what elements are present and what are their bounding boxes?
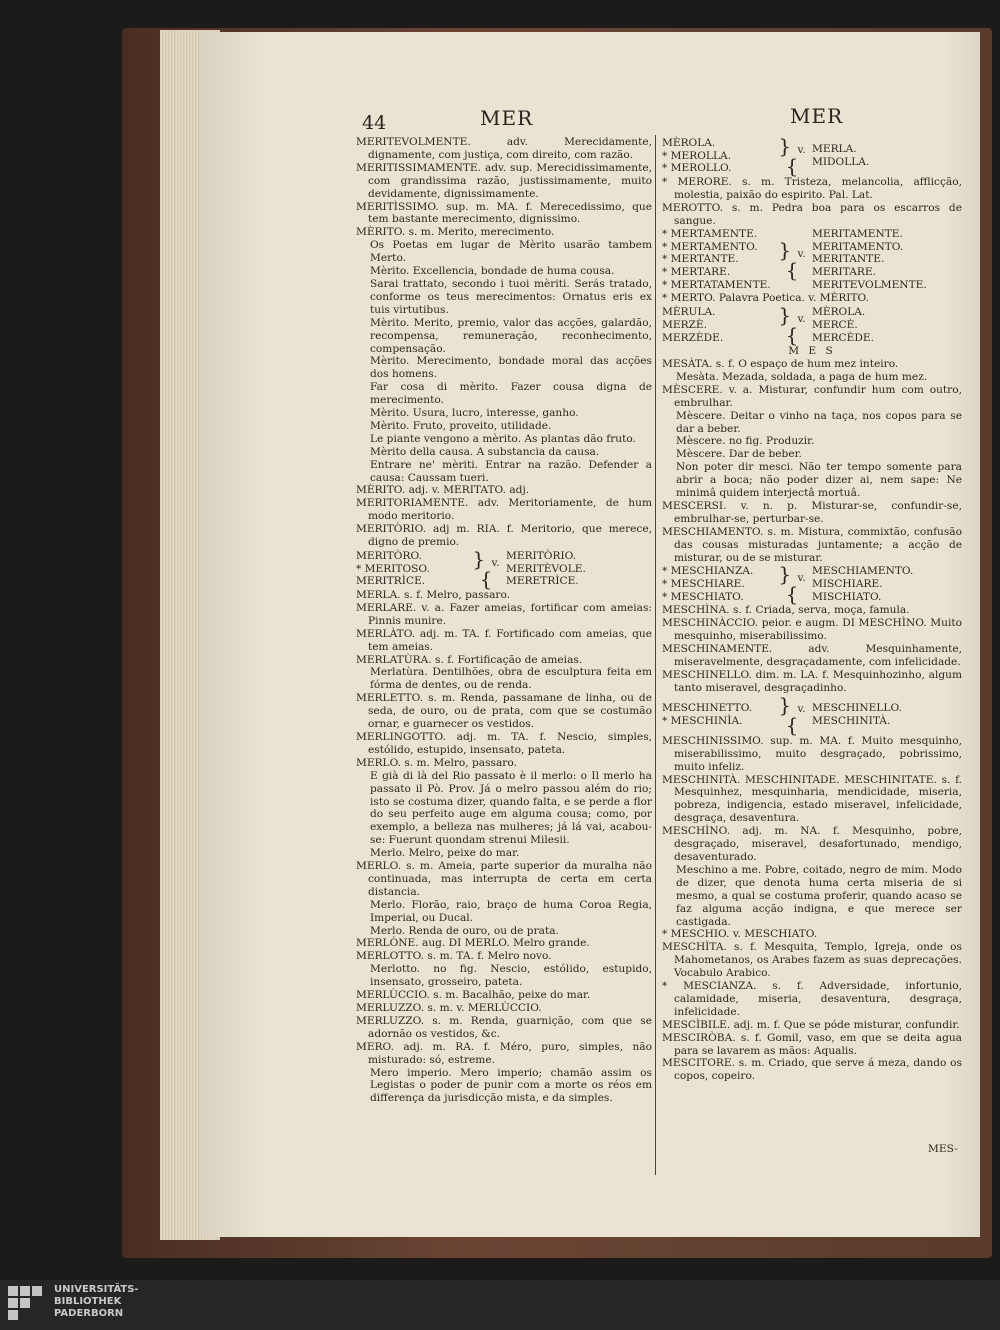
brace-see: } v. { bbox=[472, 547, 500, 591]
dictionary-entry: MÈRITO. s. m. Merito, merecimento. bbox=[356, 226, 555, 239]
dictionary-entry: MÈSCERE. v. a. Misturar, confundir hum com outro, embrulhar. bbox=[662, 383, 962, 409]
target-term: MESCHINITÀ. bbox=[812, 714, 891, 727]
see-label: v. bbox=[797, 247, 806, 260]
dictionary-entry: MESCHINISSIMO. sup. m. MA. f. Muito mesquinho, miserabilissimo, muito desgraçado, pobrissimo, muito infeliz. bbox=[662, 734, 962, 773]
library-logo-icon bbox=[6, 1284, 50, 1324]
dictionary-entry: MERLO. s. m. Melro, passaro. bbox=[356, 756, 517, 769]
dictionary-entry: MERLUZZO. s. m. v. MERLÙCCIO. bbox=[356, 1002, 542, 1014]
target-term: MESCHINELLO. bbox=[812, 701, 902, 714]
target-term: MERCÈDE. bbox=[812, 331, 874, 344]
variant-term: * MERTARE. bbox=[662, 266, 731, 279]
dictionary-entry: MERITÒRIO. adj m. RIA. f. Meritorio, que merece, digno de premio. bbox=[356, 523, 652, 549]
dictionary-entry: MERITÌSSIMO. sup. m. MA. f. Merecedissimo, que tem bastante merecimento, dignissimo. bbox=[356, 200, 652, 226]
dictionary-entry: MESCHÌNA. s. f. Criada, serva, moça, famula. bbox=[662, 604, 910, 617]
cross-reference-group bbox=[662, 692, 962, 737]
entry-sense: Merlatùra. Dentilhões, obra de esculptura feita em fórma de dentes, ou de renda. bbox=[370, 666, 652, 692]
cross-reference-group bbox=[662, 562, 962, 607]
entry-sense: Mèrito. Merito, premio, valor das acções, galardão, recompensa, remuneração, reconhecimento, compensação. bbox=[370, 316, 652, 355]
entry-sense: Non poter dir mesci. Não ter tempo somente para abrir a boca; não poder dizer ai, nem sape: Ne minimâ quidem interjectâ mortuâ. bbox=[676, 461, 962, 500]
section-heading: M E S bbox=[788, 345, 836, 358]
dictionary-entry: MERLOTTO. s. m. TA. f. Melro novo. bbox=[356, 950, 552, 963]
entry-sense: Os Poetas em lugar de Mèrito usarão tambem Merto. bbox=[370, 239, 652, 265]
library-name-line: UNIVERSITÄTS- bbox=[54, 1284, 139, 1295]
variant-term: * MESCHINÌA. bbox=[662, 714, 743, 727]
see-label: v. bbox=[797, 313, 806, 326]
variant-term: * MESCHIANZA. bbox=[662, 565, 754, 578]
entry-sense: E già di là del Rio passato è il merlo: o Il merlo ha passato il Pò. Prov. Já o melro passou além do rio; isto se costuma dizer, quando falta, e se perde a flor do seu perfeito auge em alguma cousa; como, por exemplo, a belleza nas mulheres; já lá vai, acabou-se: Fuerunt quondam strenui Milesii. bbox=[370, 769, 652, 847]
target-term: MISCHIATO. bbox=[812, 590, 882, 603]
variant-term: * MERTAMENTE. bbox=[662, 227, 758, 240]
entry-sense: Mero imperio. Mero imperio; chamão assim os Legistas o poder de punir com a morte os réos em differença da jurisdicção mista, e da simples. bbox=[370, 1066, 652, 1105]
entry-sense: Mèscere. no fig. Produzir. bbox=[676, 435, 815, 448]
brace-see: } v. { bbox=[778, 692, 806, 737]
cross-reference-group bbox=[662, 228, 962, 293]
see-label: v. bbox=[797, 702, 806, 715]
dictionary-entry: MERLÒNE. aug. DI MERLO. Melro grande. bbox=[356, 937, 590, 950]
dictionary-entry: MESCHÌTA. s. f. Mesquita, Templo, Igreja, onde os Mahometanos, os Arabes fazem as suas deprecações. Vocabulo Arabico. bbox=[662, 941, 962, 980]
entry-sense: Mèrito. Merecimento, bondade moral das acções dos homens. bbox=[370, 355, 652, 381]
entry-sense: Sarai trattato, secondo i tuoi mèriti. Serás tratado, conforme os teus merecimentos: Ornatus eris ex tuis virtutibus. bbox=[370, 277, 652, 316]
column-divider bbox=[655, 135, 656, 1175]
dictionary-entry: * MERTO. Palavra Poetica. v. MÈRITO. bbox=[662, 292, 869, 305]
target-term: MERETRÌCE. bbox=[506, 575, 579, 588]
brace-see: } v. { bbox=[778, 237, 806, 282]
entry-sense: Merlo. Melro, peixe do mar. bbox=[370, 847, 520, 860]
variant-term: MERZÈ. bbox=[662, 318, 708, 331]
dictionary-entry: MÈRITO. adj. v. MERITATO. adj. bbox=[356, 484, 530, 497]
dictionary-entry: MESCHINITÀ. MESCHINITADE. MESCHINITATE. s. f. Mesquinhez, mesquinharia, mendicidade, miseria, pobreza, indigencia, estado miseravel, infelicidade, desgraça, desaventura. bbox=[662, 773, 962, 825]
dictionary-entry: MERLÙCCIO. s. m. Bacalhão, peixe do mar. bbox=[356, 989, 591, 1002]
catchword: MES- bbox=[928, 1143, 958, 1155]
variant-term: * MERTAMENTO. bbox=[662, 240, 758, 253]
dictionary-entry: MERLÀTO. adj. m. TA. f. Fortificado com ameias, que tem ameias. bbox=[356, 627, 652, 653]
entry-sense: Mesàta. Mezada, soldada, a paga de hum mez. bbox=[676, 370, 928, 383]
variant-term: * MERTATAMENTE. bbox=[662, 279, 771, 292]
dictionary-entry: * MESCHIO. v. MESCHIATO. bbox=[662, 928, 818, 941]
entry-sense: Mèscere. Deitar o vinho na taça, nos copos para se dar a beber. bbox=[676, 409, 962, 435]
entry-sense: Meschino a me. Pobre, coitado, negro de mim. Modo de dizer, que denota huma certa miseria de si mesmo, a qual se costuma proferir, quando acaso se faz alguma acção indigna, e que merece ser castigada. bbox=[676, 863, 962, 928]
dictionary-entry: MERITEVOLMENTE. adv. Merecidamente, dignamente, com justiça, com direito, com razão. bbox=[356, 136, 652, 161]
library-name-line: BIBLIOTHEK bbox=[54, 1296, 122, 1307]
dictionary-entry: MERLUZZO. s. m. Renda, guarnição, com que se adornão os vestidos, &c. bbox=[356, 1014, 652, 1040]
running-head-left: MER bbox=[480, 106, 534, 130]
entry-sense: Mèrito. Excellencia, bondade de huma cousa. bbox=[370, 265, 615, 278]
brace-see: } v. { bbox=[778, 134, 806, 178]
target-term: MERITÈVOLE. bbox=[506, 562, 586, 575]
dictionary-entry: MEROTTO. s. m. Pedra boa para os escarros de sangue. bbox=[662, 201, 962, 227]
dictionary-entry: MERITORIAMENTE. adv. Meritoriamente, de hum modo meritorio. bbox=[356, 497, 652, 523]
entry-sense: Le piante vengono a mèrito. As plantas dão fruto. bbox=[370, 432, 636, 445]
entry-sense: Merlo. Florão, raio, braço de huma Coroa Regia, Imperial, ou Ducal. bbox=[370, 898, 652, 924]
dictionary-entry: MESÀTA. s. f. O espaço de hum mez inteiro. bbox=[662, 357, 899, 370]
see-label: v. bbox=[491, 557, 500, 569]
library-footer-bar bbox=[0, 1280, 1000, 1330]
left-column bbox=[356, 136, 652, 1105]
variant-term: MERITRÌCE. bbox=[356, 575, 426, 588]
library-name-line: PADERBORN bbox=[54, 1308, 124, 1319]
dictionary-entry: MESCHIAMENTO. s. m. Mistura, commixtão, confusão das cousas misturadas juntamente; a acção de misturar, ou de se misturar. bbox=[662, 525, 962, 564]
dictionary-entry: MERLO. s. m. Ameia, parte superior da muralha não continuada, mas interrupta de certa em certa distancia. bbox=[356, 860, 652, 898]
target-term: MERITAMENTE. bbox=[812, 227, 903, 240]
target-term: MERITEVOLMENTE. bbox=[812, 279, 927, 292]
variant-term: MERZÈDE. bbox=[662, 331, 724, 344]
entry-sense: Mèscere. Dar de beber. bbox=[676, 448, 802, 461]
variant-term: MESCHINETTO. bbox=[662, 701, 753, 714]
target-term: MERLA. bbox=[812, 143, 857, 156]
dictionary-entry: MESCHÌNO. adj. m. NA. f. Mesquinho, pobre, desgraçado, miseravel, desafortunado, mendigo, desaventurado. bbox=[662, 825, 962, 863]
entry-sense: Mèrito della causa. A substancia da causa. bbox=[370, 445, 600, 458]
dictionary-entry: MESCITORE. s. m. Criado, que serve á meza, dando os copos, copeiro. bbox=[662, 1057, 962, 1083]
cross-reference-group bbox=[662, 303, 962, 348]
library-name bbox=[54, 1284, 139, 1320]
dictionary-entry: MESCERSI. v. n. p. Misturar-se, confundir-se, embrulhar-se, perturbar-se. bbox=[662, 499, 962, 525]
dictionary-entry: MERLINGOTTO. adj. m. TA. f. Nescio, simples, estólido, estupido, insensato, pateta. bbox=[356, 730, 652, 756]
dictionary-entry: MESCIRÒBA. s. f. Gomil, vaso, em que se deita agua para se lavarem as mãos: Aqualis. bbox=[662, 1031, 962, 1057]
variant-term: * MESCHIATO. bbox=[662, 590, 744, 603]
brace-see: } v. { bbox=[778, 303, 806, 348]
dictionary-entry: MERO. adj. m. RA. f. Méro, puro, simples, não misturado: só, estreme. bbox=[356, 1040, 652, 1066]
entry-sense: Entrare ne' mèriti. Entrar na razão. Defender a causa: Caussam tueri. bbox=[370, 458, 652, 484]
see-label: v. bbox=[797, 572, 806, 585]
target-term: MISCHIARE. bbox=[812, 578, 883, 591]
brace-see: } v. { bbox=[778, 562, 806, 607]
page-number: 44 bbox=[362, 112, 387, 134]
dictionary-entry: * MESCIANZA. s. f. Adversidade, infortunio, calamidade, miseria, desaventura, desgraça, infelicidade. bbox=[662, 980, 962, 1018]
target-term: MIDOLLA. bbox=[812, 156, 870, 168]
dictionary-entry: MERITISSIMAMENTE. adv. sup. Merecidissimamente, com grandissima razão, justissimamente, muito devidamente, dignissimamente. bbox=[356, 161, 652, 200]
entry-sense: Merlotto. no fig. Nescio, estólido, estupido, insensato, grosseiro, pateta. bbox=[370, 963, 652, 989]
target-term: MERITARE. bbox=[812, 266, 876, 279]
variant-term: MÈROLA. bbox=[662, 136, 716, 149]
dictionary-entry: MESCHINAMENTE. adv. Mesquinhamente, miseravelmente, desgraçadamente, com infelicidade. bbox=[662, 643, 962, 669]
variant-term: * MEROLLO. bbox=[662, 162, 732, 175]
dictionary-entry: MERLATÙRA. s. f. Fortificação de ameias. bbox=[356, 653, 583, 666]
right-column bbox=[662, 136, 962, 1083]
entry-sense: Merlo. Renda de ouro, ou de prata. bbox=[370, 924, 559, 937]
dictionary-entry: MESCHINELLO. dim. m. LA. f. Mesquinhozinho, algum tanto miseravel, desgraçadinho. bbox=[662, 669, 962, 694]
target-term: MERITANTE. bbox=[812, 253, 885, 266]
target-term: MERCÈ. bbox=[812, 318, 858, 331]
dictionary-entry: MERLA. s. f. Melro, passaro. bbox=[356, 589, 511, 601]
dictionary-entry: MERLETTO. s. m. Renda, passamane de linha, ou de seda, de ouro, ou de prata, com que se costumão ornar, e guarnecer os vestidos. bbox=[356, 692, 652, 731]
entry-sense: Mèrito. Usura, lucro, interesse, ganho. bbox=[370, 407, 579, 420]
variant-term: * MESCHIARE. bbox=[662, 578, 745, 591]
see-label: v. bbox=[797, 144, 806, 156]
entry-sense: Mèrito. Fruto, proveito, utilidade. bbox=[370, 419, 552, 432]
cross-reference-group bbox=[356, 549, 652, 589]
target-term: MERITÒRIO. bbox=[506, 549, 577, 562]
variant-term: MERITÒRO. bbox=[356, 549, 422, 562]
running-head-right: MER bbox=[790, 104, 844, 128]
dictionary-entry: MERLARE. v. a. Fazer ameias, fortificar com ameias: Pinnis munire. bbox=[356, 601, 652, 627]
cross-reference-group bbox=[662, 136, 962, 176]
target-term: MESCHIAMENTO. bbox=[812, 565, 914, 578]
target-term: MERITAMENTO. bbox=[812, 240, 904, 253]
variant-term: MÈRULA. bbox=[662, 305, 716, 318]
variant-term: * MERITOSO. bbox=[356, 562, 430, 575]
dictionary-entry: * MERORE. s. m. Tristeza, melancolia, afflicção, molestia, paixão do espirito. Pal. Lat. bbox=[662, 176, 962, 201]
variant-term: * MEROLLA. bbox=[662, 149, 731, 162]
entry-sense: Far cosa di mèrito. Fazer cousa digna de merecimento. bbox=[370, 381, 652, 407]
variant-term: * MERTANTE. bbox=[662, 253, 739, 266]
dictionary-entry: MESCHINÀCCIO. peior. e augm. DI MESCHÌNO. Muito mesquinho, miserabilissimo. bbox=[662, 617, 962, 643]
dictionary-entry: MESCÌBILE. adj. m. f. Que se póde misturar, confundir. bbox=[662, 1018, 960, 1031]
target-term: MÈROLA. bbox=[812, 305, 866, 318]
